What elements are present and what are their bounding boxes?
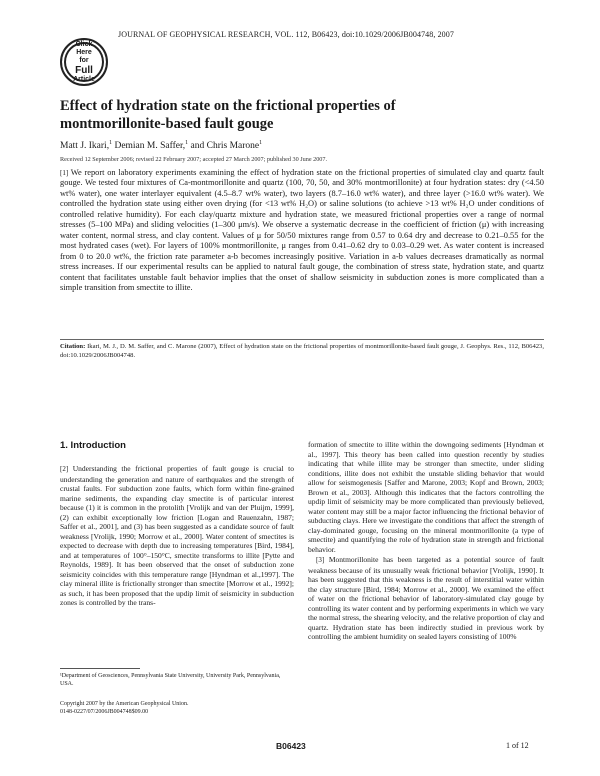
copyright-line: 0148-0227/07/2006JB004748$09.00 (60, 709, 149, 715)
article-title: Effect of hydration state on the frictional properties of montmorillonite-based fault gouge (60, 98, 396, 132)
badge-text: for (79, 56, 89, 64)
footnote-divider (60, 668, 140, 669)
full-article-badge[interactable] (60, 38, 108, 86)
citation-divider (60, 339, 544, 340)
paragraph-text: formation of smectite to illite within the downgoing sediments [Hyndman et al., 1997]. This theory has been called into question recently by studies indicating that while illite may be stronger than smectite, under sliding conditions, illite does not exhibit the unstable sliding behavior that would allow for seismogenesis [Saffer and Marone, 2003; Kopf and Brown, 2003; Brown et al., 2003]. Although this indicates that the factors controlling the updip limit of seismicity may be more complicated than previously believed, water content may still be a major factor influencing the frictional behavior of subducting clays. Here we investigate the conditions that affect the strength of clay-dominated gouge, focusing on the mineral montmorillonite (a type of smectite) and quantifying the role of hydration state in strength and frictional behavior. (308, 440, 544, 554)
author-list (60, 140, 262, 151)
abstract (60, 168, 544, 293)
abstract-text: We report on laboratory experiments examining the effect of hydration state on the frictional properties of simulated clay and quartz fault gouge. We tested four mixtures of Ca-montmorillonite and quartz (100, 70, 50, and 30% montmorillonite) at four hydration states: dry (<4.50 wt% water), one water interlayer equivalent (4.5–8.7 wt% water), two layers (8.7–16.0 wt% water), and three layer (>16.0 wt% water). We controlled the hydration state using either oven drying (for <13 wt% H₂O) or saline solutions (to achieve >13 wt% H₂O under conditions of controlled relative humidity). For each clay/quartz mixture and hydration state, we measured frictional properties over a range of normal stresses (5–100 MPa) and sliding velocities (1–300 μm/s). We observe a systematic decrease in the coefficient of friction (μ) with increasing water content, normal stress, and clay content. Values of μ for 50/50 mixtures range from 0.57 to 0.64 dry and decrease to 0.21–0.55 for the most hydrated cases (wet). For layers of 100% montmorillonite, μ ranges from 0.41–0.62 dry to 0.03–0.29 wet. As water content is increased from 0 to 20.0 wt%, the friction rate parameter a-b becomes increasingly positive. Variation in a-b values decreases dramatically as normal stress increases. If our experimental results can be applied to natural fault gouge, the combination of stress state, hydration state, and quartz content that facilitates unstable fault behavior implies that the onset of shallow seismicity in subduction zones is more complicated than a simple transition from smectite to illite. (60, 168, 544, 292)
copyright-line: Copyright 2007 by the American Geophysical Union. (60, 701, 189, 707)
affiliation-mark: 1 (259, 140, 263, 146)
section-heading: 1. Introduction (60, 440, 126, 451)
badge-text: Here (76, 48, 92, 56)
citation (60, 343, 544, 360)
badge-text: Article (73, 75, 95, 83)
badge-text: Click (75, 40, 93, 48)
journal-header: JOURNAL OF GEOPHYSICAL RESEARCH, VOL. 112, B06423, doi:10.1029/2006JB004748, 2007 (118, 30, 454, 39)
citation-text: Ikari, M. J., D. M. Saffer, and C. Marone (2007), Effect of hydration state on the frictional properties of montmorillonite-based fault gouge, J. Geophys. Res., 112, B06423, doi:10.1029/2006JB004748. (60, 343, 544, 359)
page-number: 1 of 12 (506, 741, 529, 750)
affiliation-footnote: ¹Department of Geosciences, Pennsylvania State University, University Park, Pennsylvania, USA. (60, 673, 281, 687)
affiliation-mark: 1 (109, 140, 113, 146)
paragraph-number: [2] (60, 465, 69, 473)
author: and Chris Marone (190, 141, 260, 152)
paragraph-text: Understanding the frictional properties of fault gouge is crucial to understanding the generation and nature of earthquakes and the strength of crustal faults. For subduction zone faults, which form within fine-grained marine sediments, the expanding clay smectite is of particular interest because (1) it is common in the protolith [Vrolijk and van der Pluijm, 1999], (2) can exhibit exceptionally low friction [Logan and Rauenzahn, 1987; Saffer et al., 2001], and (3) has been suggested as a candidate source of fault weakness [Vrolijk, 1990; Morrow et al., 2000]. Water content of smectites is expected to decrease with depth due to increasing temperatures [Bird, 1984], and at temperatures of 100°–150°C, smectite transforms to illite [Pytte and Reynolds, 1989]. It has been observed that the onset of subduction zone seismicity coincides with this temperature range [Hyndman et al.,1997]. The clay mineral illite is frictionally stronger than smectite [Morrow et al., 1992]; as such, it has been proposed that the updip limit of seismicity in subduction zones is controlled by the trans- (60, 464, 294, 607)
author: Demian M. Saffer, (114, 141, 186, 152)
paragraph-number: [3] (316, 556, 325, 564)
paragraph (308, 555, 544, 642)
paragraph-number: [1] (60, 169, 69, 177)
copyright (60, 700, 294, 716)
right-column (308, 440, 544, 642)
received-dates: Received 12 September 2006; revised 22 February 2007; accepted 27 March 2007; published 30 June 2007. (60, 156, 328, 163)
badge-text: Full (75, 64, 93, 76)
affiliation-mark: 1 (185, 140, 189, 146)
paragraph-text: Montmorillonite has been targeted as a potential source of fault weakness because of its unusually weak frictional behavior [Vrolijk, 1990]. It has been suggested that this weakness is the result of interstitial water within the clay structure [Bird, 1984; Morrow et al., 2000]. We examined the effect of water on the frictional behavior of laboratory-simulated clay gouge by controlling its water content and by performing experiments in which we vary the normal stress, the shearing velocity, and the relative proportion of clay and quartz. Hydration state has been indirectly studied in previous work by controlling the ambient humidity on sealed layers consisting of 100% (308, 555, 544, 641)
article-id: B06423 (276, 741, 306, 751)
author: Matt J. Ikari, (60, 141, 110, 152)
left-column (60, 464, 294, 608)
citation-label: Citation: (60, 343, 86, 350)
